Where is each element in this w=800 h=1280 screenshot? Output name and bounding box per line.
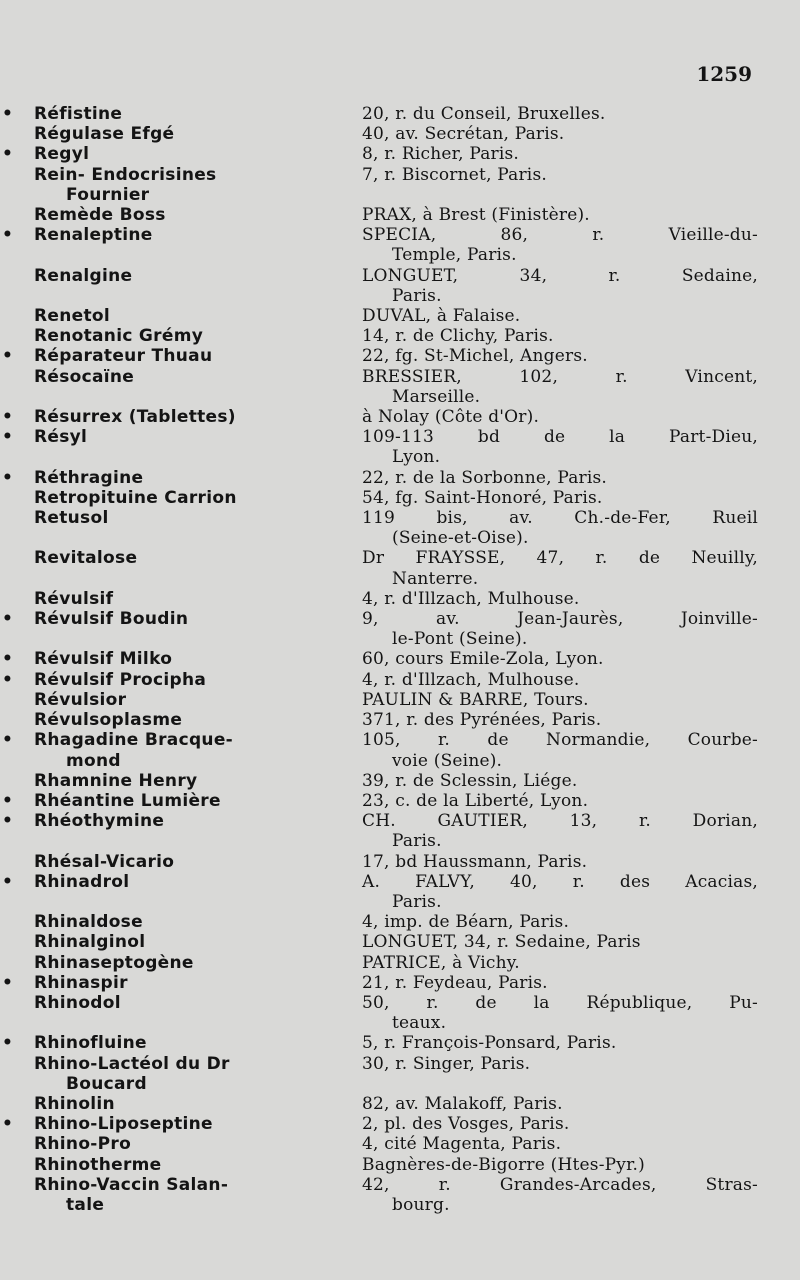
- address: [362, 791, 758, 811]
- address-line: 2, pl. des Vosges, Paris.: [362, 1114, 570, 1135]
- address-line: 54, fg. Saint-Honoré, Paris.: [362, 487, 603, 508]
- asterisk-marker: •: [2, 407, 14, 428]
- product-name-text: Rhinodol: [34, 992, 121, 1013]
- product-name: [2, 1114, 358, 1135]
- product-name-text: Rein- Endocrisines: [34, 164, 217, 185]
- address-line: 5, r. François-Ponsard, Paris.: [362, 1033, 617, 1054]
- address-line: 14, r. de Clichy, Paris.: [362, 326, 554, 347]
- directory-entry: [18, 205, 758, 225]
- directory-entry: [18, 1094, 758, 1114]
- product-name: [18, 508, 358, 548]
- asterisk-marker: •: [2, 427, 14, 448]
- directory-entry: [2, 609, 758, 650]
- directory-entry: [18, 266, 758, 306]
- product-name: [18, 1134, 358, 1154]
- directory-entry: [18, 912, 758, 932]
- product-name-text: Rhinadrol: [34, 871, 130, 892]
- directory-entry: [2, 407, 758, 428]
- address-line: 23, c. de la Liberté, Lyon.: [362, 790, 589, 811]
- address-line: Dr FRAYSSE, 47, r. de Neuilly,: [362, 548, 758, 569]
- address-line: 42, r. Grandes-Arcades, Stras-: [362, 1174, 758, 1195]
- address: [362, 1054, 758, 1094]
- directory-entry: [18, 1054, 758, 1094]
- product-name-text: Renalgine: [34, 265, 133, 286]
- address-line: 22, r. de la Sorbonne, Paris.: [362, 467, 608, 488]
- product-name: [18, 326, 358, 346]
- address: [362, 932, 758, 952]
- address-line: voie (Seine).: [392, 750, 503, 771]
- address: [362, 508, 758, 548]
- address-line: DUVAL, à Falaise.: [362, 306, 521, 327]
- directory-entry: [18, 993, 758, 1033]
- product-name-text: Rhinaseptogène: [34, 952, 194, 973]
- address-line: Paris.: [392, 831, 442, 852]
- address-line: Nanterre.: [392, 568, 479, 589]
- product-name: [18, 1175, 358, 1215]
- product-name: [18, 710, 358, 730]
- address-line: A. FALVY, 40, r. des Acacias,: [362, 871, 758, 892]
- address: [362, 771, 758, 791]
- address: [362, 912, 758, 932]
- asterisk-marker: •: [2, 144, 14, 165]
- directory-entry: [18, 367, 758, 407]
- address: [362, 1155, 758, 1175]
- directory-entry: [18, 932, 758, 952]
- product-name: [18, 1094, 358, 1114]
- address: [362, 872, 758, 912]
- address: [362, 124, 758, 144]
- product-name: [18, 690, 358, 710]
- directory-entry: [18, 710, 758, 730]
- product-name: [2, 467, 358, 488]
- product-name: [2, 346, 358, 367]
- asterisk-marker: •: [2, 790, 14, 811]
- directory-entry: [18, 165, 758, 205]
- product-name: [2, 104, 358, 124]
- asterisk-marker: •: [2, 649, 14, 670]
- address-line: SPECIA, 86, r. Vieille-du-: [362, 225, 758, 246]
- product-name-text: Résurrex (Tablettes): [34, 407, 236, 428]
- address: [362, 1033, 758, 1053]
- directory-entry: [2, 346, 758, 367]
- product-name-text: Rhino-Pro: [34, 1134, 132, 1155]
- product-name: [18, 1155, 358, 1175]
- address: [362, 488, 758, 508]
- address-line: CH. GAUTIER, 13, r. Dorian,: [362, 811, 758, 832]
- address-line: Temple, Paris.: [392, 245, 517, 266]
- address-line: bourg.: [392, 1194, 450, 1215]
- address-line: Bagnères-de-Bigorre (Htes-Pyr.): [362, 1154, 645, 1175]
- address: [362, 953, 758, 973]
- address-line: PATRICE, à Vichy.: [362, 952, 520, 973]
- asterisk-marker: •: [2, 811, 14, 832]
- address: [362, 852, 758, 872]
- asterisk-marker: •: [2, 104, 14, 124]
- directory-entry: [18, 306, 758, 326]
- product-name: [2, 871, 358, 912]
- address: [362, 1175, 758, 1215]
- address: [362, 973, 758, 993]
- address: [362, 468, 758, 488]
- product-name-text: Remède Boss: [34, 205, 166, 226]
- product-name: [2, 407, 358, 428]
- product-name-text: Regyl: [34, 144, 90, 165]
- address: [362, 670, 758, 690]
- address-line: 21, r. Feydeau, Paris.: [362, 972, 548, 993]
- address-line: 119 bis, av. Ch.-de-Fer, Rueil: [362, 508, 758, 529]
- asterisk-marker: •: [2, 669, 14, 690]
- product-name-text: Rhinofluine: [34, 1033, 147, 1054]
- product-name-text: Rhinalginol: [34, 932, 146, 953]
- directory-entry: [18, 1134, 758, 1154]
- product-name-text: Rhino-Vaccin Salan-: [34, 1174, 229, 1195]
- address: [362, 649, 758, 669]
- product-name: [2, 790, 358, 811]
- address-line: 105, r. de Normandie, Courbe-: [362, 730, 758, 751]
- product-name-text: Réfistine: [34, 104, 123, 124]
- product-name-text: Réparateur Thuau: [34, 346, 213, 367]
- product-name-text: Régulase Efgé: [34, 124, 175, 145]
- address: [362, 165, 758, 205]
- directory-entry: [18, 326, 758, 346]
- directory-entry: [18, 548, 758, 588]
- product-name-text: Rhinolin: [34, 1093, 115, 1114]
- product-name: [18, 932, 358, 952]
- address: [362, 205, 758, 225]
- product-name-continuation: tale: [66, 1194, 105, 1215]
- product-name-text: Révulsoplasme: [34, 710, 183, 731]
- asterisk-marker: •: [2, 467, 14, 488]
- product-name-text: Rhéantine Lumière: [34, 790, 221, 811]
- address-line: LONGUET, 34, r. Sedaine, Paris: [362, 932, 641, 953]
- address: [362, 1114, 758, 1134]
- asterisk-marker: •: [2, 225, 14, 246]
- directory-entry: [18, 508, 758, 548]
- address-line: 40, av. Secrétan, Paris.: [362, 124, 565, 145]
- directory-entry: [2, 427, 758, 468]
- address-line: le-Pont (Seine).: [392, 629, 528, 650]
- product-name: [2, 730, 358, 771]
- address-line: 4, cité Magenta, Paris.: [362, 1134, 562, 1155]
- address-line: 4, imp. de Béarn, Paris.: [362, 912, 570, 933]
- product-name-text: Renetol: [34, 306, 110, 327]
- product-name-continuation: mond: [66, 750, 121, 771]
- address-line: 17, bd Haussmann, Paris.: [362, 851, 588, 872]
- asterisk-marker: •: [2, 346, 14, 367]
- product-name-text: Révulsior: [34, 689, 127, 710]
- address: [362, 1134, 758, 1154]
- product-name-text: Rhésal-Vicario: [34, 851, 175, 872]
- product-name-text: Résocaïne: [34, 366, 135, 387]
- directory-entry: [2, 811, 758, 852]
- address: [362, 811, 758, 851]
- address-line: (Seine-et-Oise).: [392, 528, 529, 549]
- product-name: [2, 1033, 358, 1054]
- address-line: Marseille.: [392, 386, 481, 407]
- product-name: [2, 811, 358, 851]
- address-line: 109-113 bd de la Part-Dieu,: [362, 427, 758, 448]
- product-name: [18, 953, 358, 973]
- product-name-text: Rhagadine Bracque-: [34, 730, 233, 751]
- address: [362, 690, 758, 710]
- product-name-text: Rhino-Liposeptine: [34, 1114, 213, 1135]
- address-line: 82, av. Malakoff, Paris.: [362, 1093, 563, 1114]
- address-line: PAULIN & BARRE, Tours.: [362, 689, 589, 710]
- address: [362, 407, 758, 427]
- product-name-continuation: Fournier: [66, 184, 150, 205]
- address: [362, 609, 758, 649]
- address: [362, 326, 758, 346]
- product-name: [18, 306, 358, 326]
- asterisk-marker: •: [2, 1114, 14, 1135]
- product-name: [2, 972, 358, 993]
- address-line: 60, cours Emile-Zola, Lyon.: [362, 649, 604, 670]
- address: [362, 144, 758, 164]
- directory-entry: [2, 1033, 758, 1054]
- directory-entry: [18, 852, 758, 872]
- product-name: [18, 367, 358, 407]
- directory-entry: [2, 790, 758, 811]
- directory-entry: [2, 730, 758, 771]
- directory-entry: [18, 953, 758, 973]
- address-line: 9, av. Jean-Jaurès, Joinville-: [362, 609, 758, 630]
- address: [362, 548, 758, 588]
- address-line: LONGUET, 34, r. Sedaine,: [362, 265, 758, 286]
- product-name: [18, 165, 358, 205]
- address-line: teaux.: [392, 1013, 447, 1034]
- address-line: Lyon.: [392, 447, 441, 468]
- address: [362, 346, 758, 366]
- address: [362, 266, 758, 306]
- address-line: 20, r. du Conseil, Bruxelles.: [362, 104, 606, 124]
- directory-entry: [2, 871, 758, 912]
- directory-entry: [2, 1114, 758, 1135]
- address: [362, 225, 758, 265]
- product-name-text: Renaleptine: [34, 225, 153, 246]
- address-line: 39, r. de Sclessin, Liége.: [362, 770, 578, 791]
- directory-entry: [2, 669, 758, 690]
- address-line: BRESSIER, 102, r. Vincent,: [362, 366, 758, 387]
- product-name: [18, 266, 358, 306]
- product-name: [2, 225, 358, 265]
- product-name-text: Révulsif Procipha: [34, 669, 207, 690]
- product-name: [2, 669, 358, 690]
- asterisk-marker: •: [2, 609, 14, 630]
- address-line: 371, r. des Pyrénées, Paris.: [362, 710, 602, 731]
- address-line: à Nolay (Côte d'Or).: [362, 407, 540, 428]
- product-name-text: Renotanic Grémy: [34, 326, 204, 347]
- address: [362, 710, 758, 730]
- product-name: [18, 548, 358, 588]
- product-name: [18, 205, 358, 225]
- address: [362, 367, 758, 407]
- product-name: [18, 852, 358, 872]
- product-name: [18, 771, 358, 791]
- directory-entry: [18, 488, 758, 508]
- product-name-continuation: Boucard: [66, 1073, 147, 1094]
- product-name-text: Rhéothymine: [34, 811, 165, 832]
- product-name: [2, 649, 358, 670]
- address: [362, 1094, 758, 1114]
- page-number: 1259: [696, 62, 752, 86]
- address: [362, 104, 758, 124]
- address: [362, 993, 758, 1033]
- product-name: [18, 993, 358, 1033]
- address: [362, 730, 758, 770]
- address-line: Paris.: [392, 285, 442, 306]
- address-line: 50, r. de la République, Pu-: [362, 992, 758, 1013]
- product-name-text: Retropituine Carrion: [34, 487, 237, 508]
- directory-entry: [18, 1155, 758, 1175]
- product-name: [2, 609, 358, 649]
- address: [362, 306, 758, 326]
- asterisk-marker: •: [2, 871, 14, 892]
- product-name: [18, 589, 358, 609]
- product-name-text: Rhinaldose: [34, 912, 143, 933]
- directory-list: [2, 104, 758, 1215]
- address-line: 8, r. Richer, Paris.: [362, 144, 520, 165]
- asterisk-marker: •: [2, 972, 14, 993]
- address: [362, 589, 758, 609]
- directory-entry: [18, 1175, 758, 1215]
- address: [362, 427, 758, 467]
- address-line: 22, fg. St-Michel, Angers.: [362, 346, 588, 367]
- product-name-text: Résyl: [34, 427, 88, 448]
- product-name-text: Retusol: [34, 508, 109, 529]
- address-line: 7, r. Biscornet, Paris.: [362, 164, 547, 185]
- product-name: [18, 488, 358, 508]
- address-line: 4, r. d'Illzach, Mulhouse.: [362, 669, 580, 690]
- product-name-text: Révulsif Milko: [34, 649, 173, 670]
- product-name: [2, 144, 358, 165]
- product-name-text: Revitalose: [34, 548, 138, 569]
- product-name-text: Révulsif Boudin: [34, 609, 189, 630]
- product-name-text: Rhamnine Henry: [34, 770, 198, 791]
- directory-entry: [2, 225, 758, 266]
- directory-entry: [2, 144, 758, 165]
- directory-entry: [2, 972, 758, 993]
- directory-entry: [2, 104, 758, 124]
- directory-entry: [18, 690, 758, 710]
- directory-entry: [18, 771, 758, 791]
- directory-entry: [18, 124, 758, 144]
- asterisk-marker: •: [2, 1033, 14, 1054]
- asterisk-marker: •: [2, 730, 14, 751]
- address-line: Paris.: [392, 891, 442, 912]
- directory-entry: [2, 467, 758, 488]
- product-name: [18, 124, 358, 144]
- address-line: PRAX, à Brest (Finistère).: [362, 205, 590, 226]
- address-line: 4, r. d'Illzach, Mulhouse.: [362, 588, 580, 609]
- product-name-text: Rhinaspir: [34, 972, 128, 993]
- product-name: [2, 427, 358, 467]
- product-name: [18, 912, 358, 932]
- product-name-text: Rhino-Lactéol du Dr: [34, 1053, 230, 1074]
- product-name-text: Révulsif: [34, 588, 114, 609]
- directory-entry: [18, 589, 758, 609]
- address-line: 30, r. Singer, Paris.: [362, 1053, 531, 1074]
- product-name-text: Rhinotherme: [34, 1154, 162, 1175]
- product-name: [18, 1054, 358, 1094]
- product-name-text: Réthragine: [34, 467, 144, 488]
- directory-entry: [2, 649, 758, 670]
